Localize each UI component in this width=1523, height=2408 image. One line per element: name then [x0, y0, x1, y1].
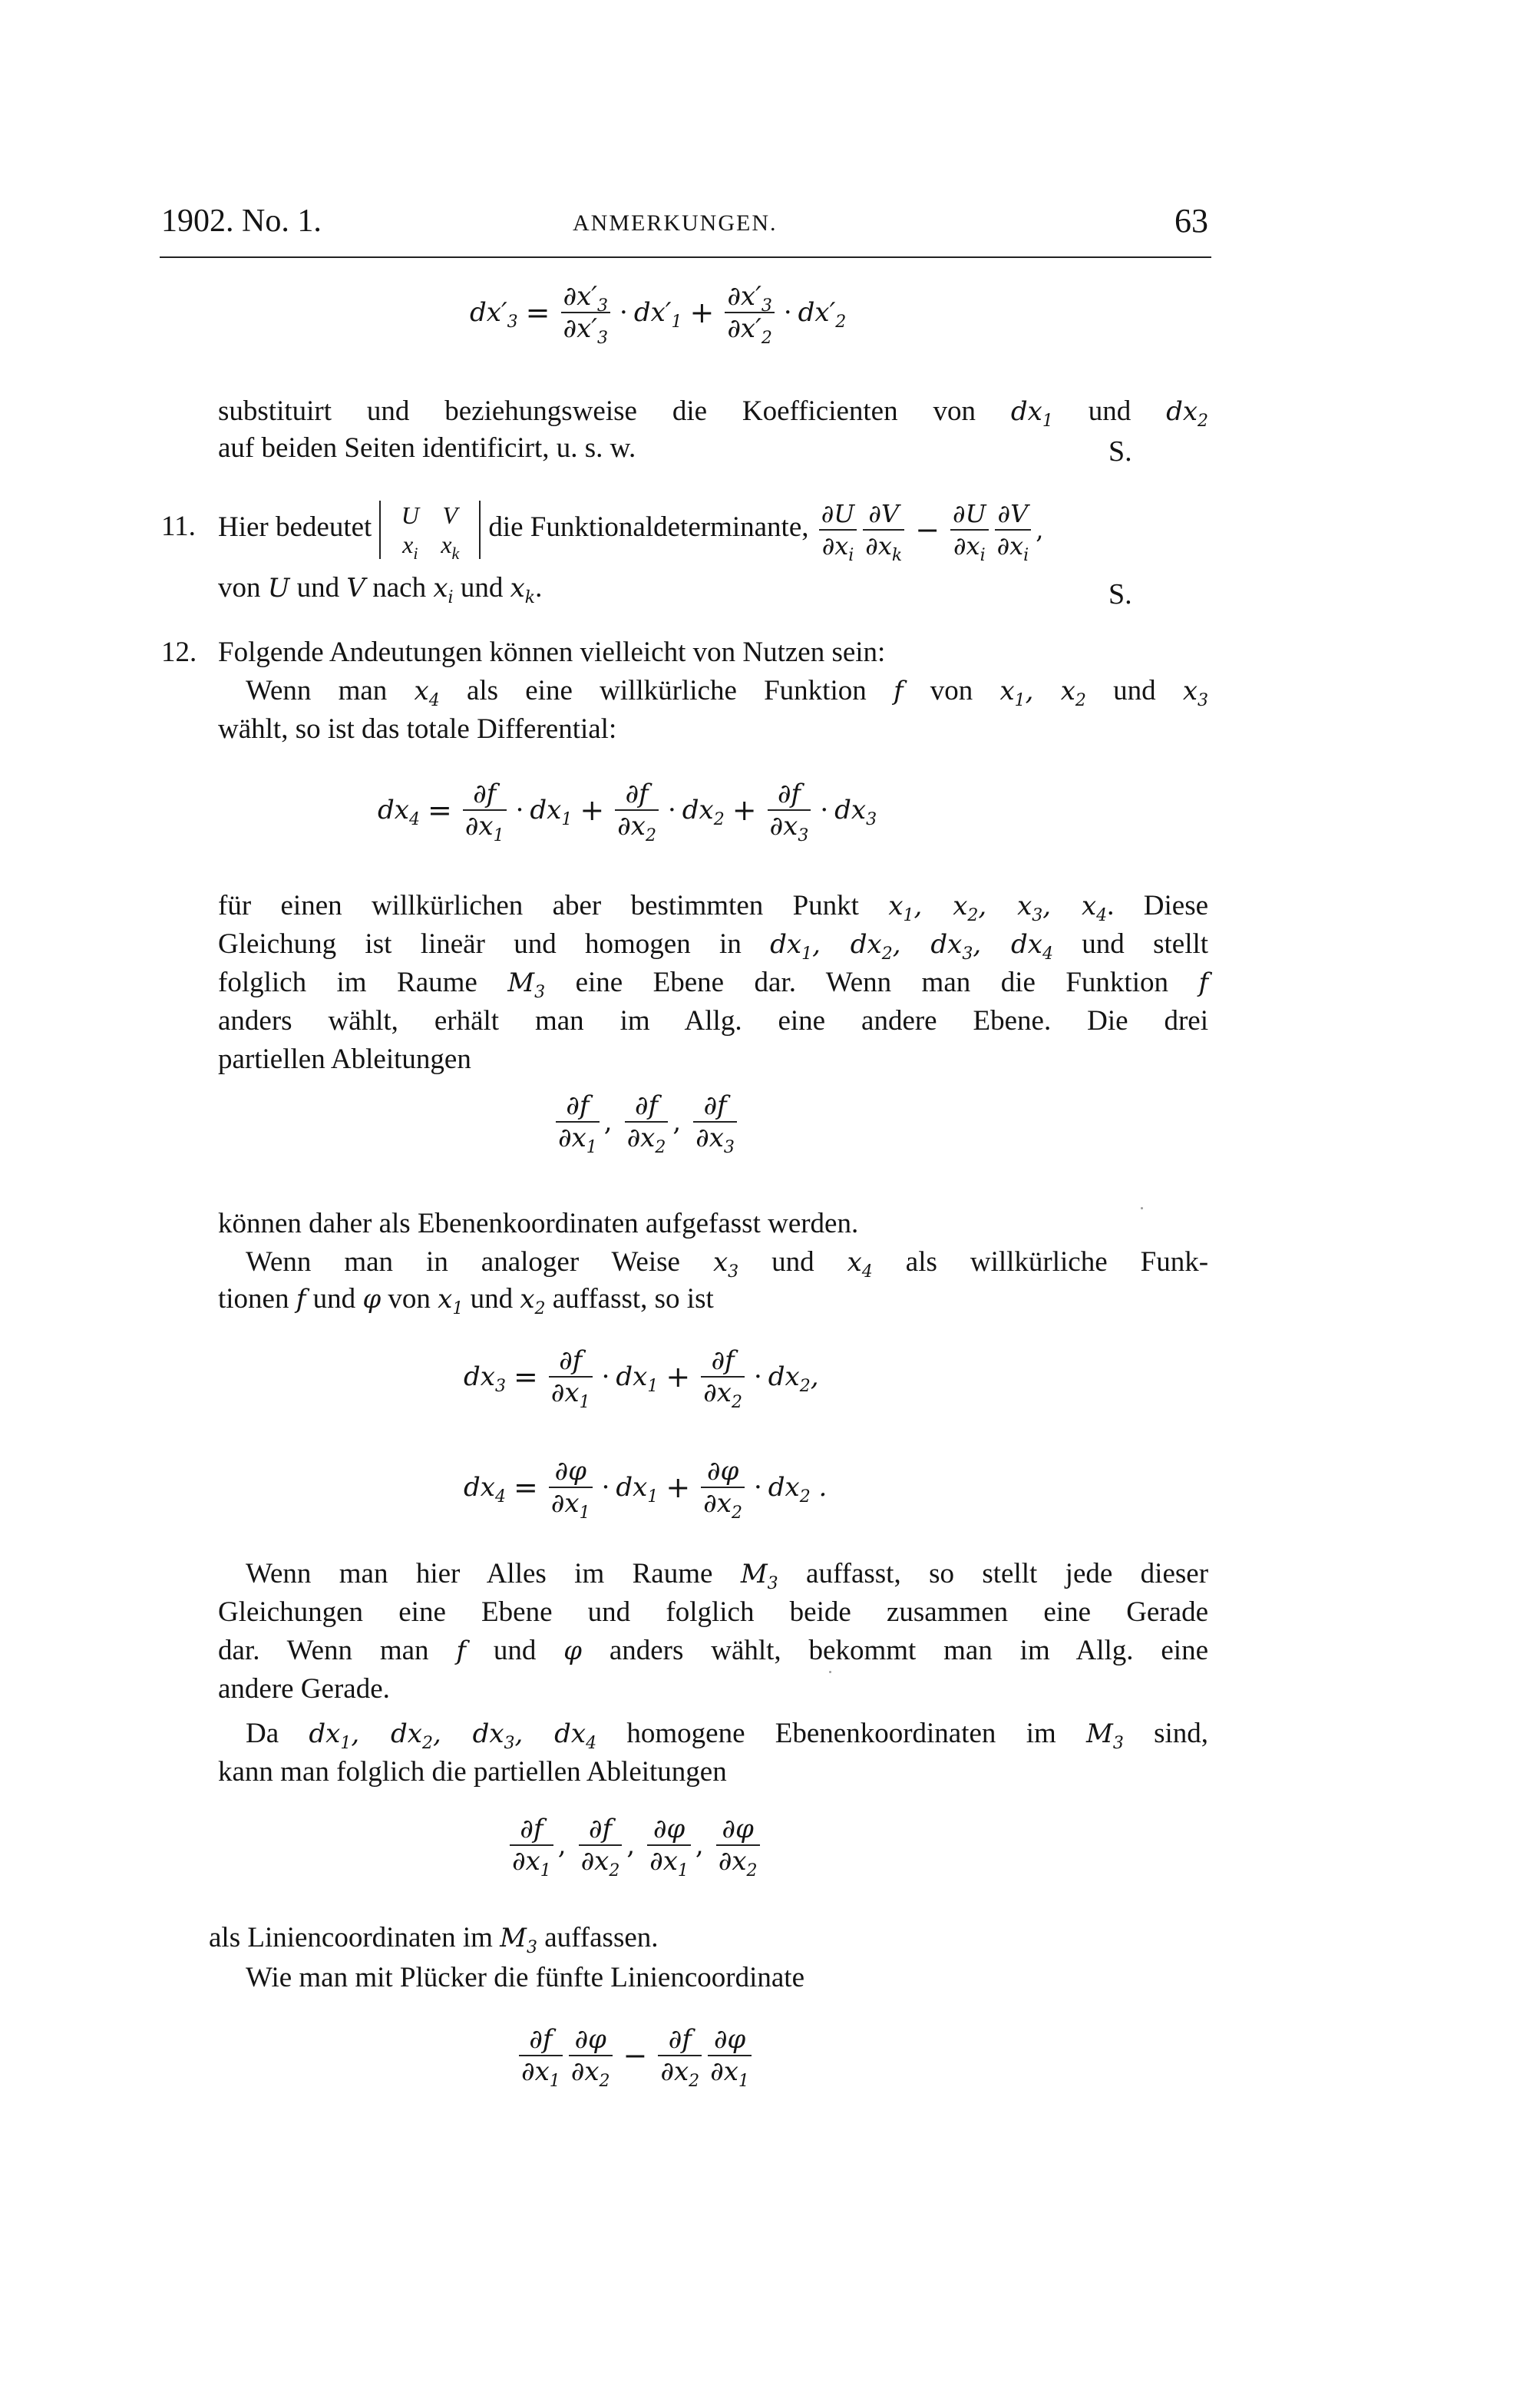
- equation-dx3-prime: $dx'_3$ = $\frac{\partial x'_3}{\partial x'_3}$ · $dx'_1$ + $\frac{\partial x'_3}{\partial x'_2}$ · $dx'_2$: [470, 281, 847, 348]
- para-punkt-line1: für einen willkürlichen aber bestimmten Punkt $x_1$, $x_2$, $x_3$, $x_4$. Diese: [218, 890, 1209, 925]
- para-gerade-line1: Wenn man hier Alles im Raume $M_3$ auffasst, so stellt jede dieser: [246, 1558, 1209, 1593]
- para-analoger-line1: Wenn man in analoger Weise $x_3$ und $x_4$ als willkürliche Funk-: [246, 1246, 1209, 1282]
- para-punkt-line5: partiellen Ableitungen: [218, 1044, 471, 1075]
- para-punkt-line4: anders wählt, erhält man im Allg. eine andere Ebene. Die drei: [218, 1005, 1208, 1037]
- para-homogene-line2: kann man folglich die partiellen Ableitungen: [218, 1756, 727, 1788]
- running-header: [161, 203, 1213, 241]
- equation-total-differential: $dx_4$ = $\frac{\partial f}{\partial x_1}$ · $dx_1$ + $\frac{\partial f}{\partial x_2}$ · $dx_2$ + $\frac{\partial f}{\partial x_3}$ · $dx_3$: [378, 779, 877, 845]
- para-liniencoordinaten: als Liniencoordinaten im $M_3$ auffassen.: [209, 1922, 659, 1957]
- para-gerade-line4: andere Gerade.: [218, 1673, 390, 1705]
- partials-f-list: $\frac{\partial f}{\partial x_1}$ , $\frac{\partial f}{\partial x_2}$ , $\frac{\partial f}{\partial x_3}$: [553, 1090, 740, 1153]
- partials-f-phi-list: $\frac{\partial f}{\partial x_1}$ , $\frac{\partial f}{\partial x_2}$ , $\frac{\partial\varphi}{\partial x_1}$ , $\frac{\partial\varphi}{\partial x_2}$: [507, 1814, 763, 1877]
- note-number-11: 11.: [161, 511, 196, 542]
- para-homogene-line1: Da $dx_1$, $dx_2$, $dx_3$, $dx_4$ homogene Ebenenkoordinaten im $M_3$ sind,: [246, 1718, 1209, 1753]
- equation-dx4: $dx_4$ = $\frac{\partial\varphi}{\partial x_1}$ · $dx_1$ + $\frac{\partial\varphi}{\partial x_2}$ · $dx_2$ .: [464, 1456, 828, 1523]
- scan-speck: [829, 1671, 831, 1673]
- issue-label: 1902. No. 1.: [161, 203, 322, 239]
- para-analoger-line2: tionen f und φ von $x_1$ und $x_2$ auffasst, so ist: [218, 1283, 714, 1318]
- note-12-line3: wählt, so ist das totale Differential:: [218, 713, 617, 745]
- para-substituirt-line1: substituirt und beziehungsweise die Koefficienten von $dx_1$ und $dx_2$: [218, 395, 1209, 431]
- page-number: 63: [1174, 202, 1208, 240]
- para-ebenenkoordinaten: können daher als Ebenenkoordinaten aufgefasst werden.: [218, 1208, 859, 1239]
- header-rule: [160, 256, 1211, 258]
- note-12-line1: Folgende Andeutungen können vielleicht von Nutzen sein:: [218, 637, 886, 668]
- signature-s-2: S.: [1108, 578, 1132, 610]
- note-11-line2: von U und V nach $x_i$ und $x_k$.: [218, 572, 543, 607]
- para-substituirt-line2: auf beiden Seiten identificirt, u. s. w.: [218, 432, 636, 464]
- note-number-12: 12.: [161, 637, 197, 668]
- para-gerade-line3: dar. Wenn man f und φ anders wählt, bekommt man im Allg. eine: [218, 1635, 1209, 1666]
- equation-fifth-coordinate: $\frac{\partial f}{\partial x_1}$ $\frac{\partial\varphi}{\partial x_2}$ − $\frac{\partial f}{\partial x_2}$ $\frac{\partial\varphi}{\partial x_1}$: [516, 2024, 755, 2087]
- para-gerade-line2: Gleichungen eine Ebene und folglich beide zusammen eine Gerade: [218, 1596, 1208, 1628]
- para-pluecker: Wie man mit Plücker die fünfte Liniencoordinate: [246, 1962, 804, 1993]
- scan-speck: [1141, 1207, 1143, 1209]
- para-punkt-line2: Gleichung ist lineär und homogen in $dx_1$, $dx_2$, $dx_3$, $dx_4$ und stellt: [218, 928, 1209, 964]
- section-title: ANMERKUNGEN.: [573, 210, 778, 236]
- note-11-line1: Hier bedeutet U V $x_i$ $x_kdie$ Funktionaldeterminante, $\frac{\partial U}{\partial x_i}$ $\frac{\partial V}{\partial x_k}$ − $\frac{\partial U}{\partial x_i}$ $\frac{\partial V}{\partial x_i}$ ,: [218, 498, 1044, 565]
- equation-dx3: $dx_3$ = $\frac{\partial f}{\partial x_1}$ · $dx_1$ + $\frac{\partial f}{\partial x_2}$ · $dx_2$,: [464, 1345, 819, 1412]
- functional-determinant-matrix: U V $x_i$ $x_k$: [379, 501, 481, 559]
- note-12-line2: Wenn man $x_4$ als eine willkürliche Funktion f von $x_1$, $x_2$ und $x_3$: [246, 675, 1209, 710]
- signature-s-1: S.: [1108, 435, 1132, 468]
- para-punkt-line3: folglich im Raume $M_3$ eine Ebene dar. Wenn man die Funktion f: [218, 967, 1209, 1002]
